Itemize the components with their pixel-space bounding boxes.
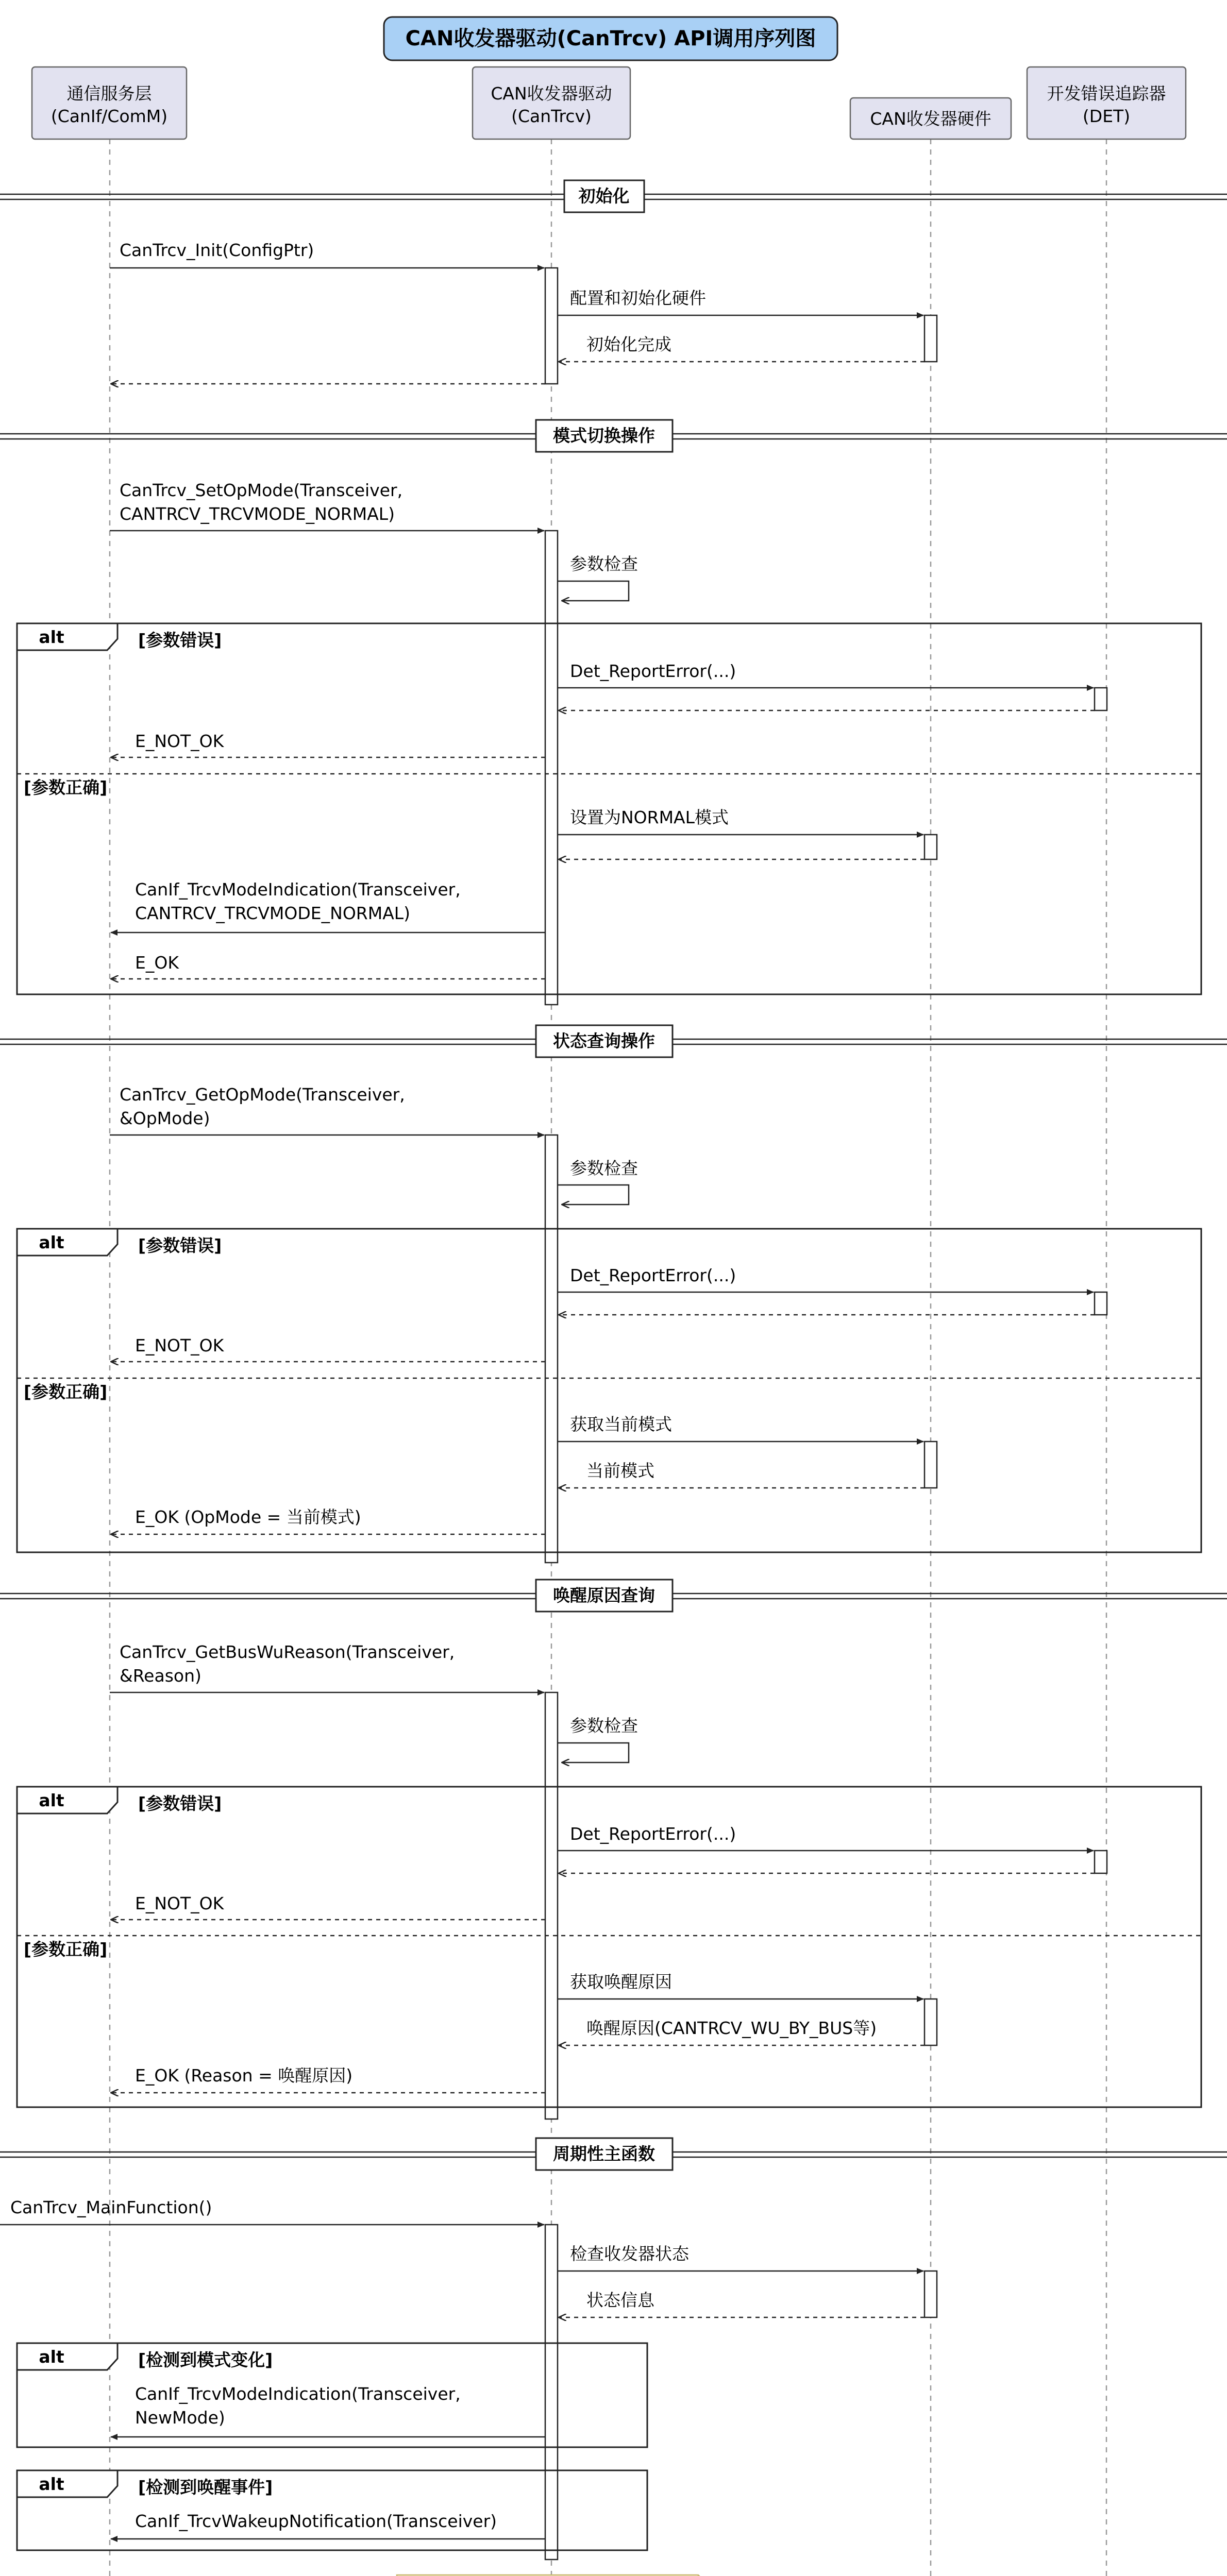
activation-hw-setop — [925, 835, 937, 859]
msg-getwu-call — [110, 1642, 544, 1692]
msg-init-call — [110, 240, 544, 268]
msg-enotok-2 — [111, 1335, 545, 1362]
svg-text:Det_ReportError(...): Det_ReportError(...) — [570, 1265, 736, 1285]
svg-text:CanIf_TrcvModeIndication(Trans: CanIf_TrcvModeIndication(Transceiver, — [135, 879, 461, 900]
svg-text:CanIf_TrcvModeIndication(Trans: CanIf_TrcvModeIndication(Transceiver, — [135, 2384, 461, 2404]
activation-hw-init — [925, 315, 937, 362]
msg-mode-indication-2 — [111, 2384, 545, 2437]
activation-hw-main — [925, 2271, 937, 2317]
svg-text:当前模式: 当前模式 — [586, 1461, 654, 1481]
section-mode — [0, 420, 1227, 452]
svg-text:配置和初始化硬件: 配置和初始化硬件 — [570, 288, 706, 308]
participant-comm-top — [32, 67, 187, 139]
svg-text:E_NOT_OK: E_NOT_OK — [135, 1893, 224, 1913]
svg-text:E_NOT_OK: E_NOT_OK — [135, 731, 224, 751]
svg-text:E_NOT_OK: E_NOT_OK — [135, 1335, 224, 1355]
svg-text:CanTrcv_GetOpMode(Transceiver,: CanTrcv_GetOpMode(Transceiver, — [120, 1084, 405, 1105]
msg-setop-call — [110, 480, 544, 531]
msg-main-call — [0, 2197, 544, 2225]
svg-text:[参数错误]: [参数错误] — [138, 1793, 222, 1814]
activation-det-3 — [1095, 1851, 1107, 1873]
svg-text:获取当前模式: 获取当前模式 — [570, 1414, 672, 1434]
msg-enotok-1 — [111, 731, 545, 757]
svg-text:alt: alt — [39, 2474, 64, 2494]
msg-get-mode — [558, 1414, 923, 1442]
msg-getop-call — [110, 1084, 544, 1135]
msg-det-2 — [558, 1265, 1095, 1315]
participant-det-top — [1027, 67, 1186, 139]
diagram-title — [384, 17, 837, 60]
msg-det-1 — [558, 661, 1095, 710]
activation-getop — [545, 1135, 558, 1563]
svg-text:CANTRCV_TRCVMODE_NORMAL): CANTRCV_TRCVMODE_NORMAL) — [135, 903, 411, 923]
svg-text:(CanIf/ComM): (CanIf/ComM) — [51, 106, 168, 126]
svg-text:初始化: 初始化 — [578, 186, 630, 206]
msg-det-3 — [558, 1824, 1095, 1873]
svg-text:alt: alt — [39, 627, 64, 647]
svg-text:检查收发器状态: 检查收发器状态 — [570, 2244, 689, 2264]
section-init — [0, 180, 1227, 212]
section-status — [0, 1025, 1227, 1057]
msg-init-done — [559, 334, 925, 362]
svg-text:获取唤醒原因: 获取唤醒原因 — [570, 1972, 672, 1992]
activation-det-2 — [1095, 1292, 1107, 1315]
svg-text:CanTrcv_SetOpMode(Transceiver,: CanTrcv_SetOpMode(Transceiver, — [120, 480, 403, 500]
svg-text:周期性主函数: 周期性主函数 — [553, 2144, 655, 2164]
svg-text:E_OK (OpMode = 当前模式): E_OK (OpMode = 当前模式) — [135, 1507, 361, 1527]
activation-hw-getop — [925, 1442, 937, 1488]
activation-main — [545, 2225, 558, 2560]
svg-text:[检测到模式变化]: [检测到模式变化] — [138, 2350, 273, 2370]
msg-param-check-2 — [558, 1158, 638, 1205]
msg-check-status — [558, 2244, 923, 2271]
activation-init — [545, 268, 558, 384]
svg-text:E_OK: E_OK — [135, 953, 179, 973]
svg-text:[参数错误]: [参数错误] — [138, 1235, 222, 1256]
activation-getwu — [545, 1692, 558, 2119]
svg-text:[参数正确]: [参数正确] — [24, 1382, 108, 1402]
svg-text:CANTRCV_TRCVMODE_NORMAL): CANTRCV_TRCVMODE_NORMAL) — [120, 504, 395, 524]
svg-text:[参数正确]: [参数正确] — [24, 777, 108, 798]
svg-text:&OpMode): &OpMode) — [120, 1108, 210, 1128]
svg-text:状态查询操作: 状态查询操作 — [553, 1031, 655, 1051]
svg-text:E_OK (Reason = 唤醒原因): E_OK (Reason = 唤醒原因) — [135, 2065, 353, 2086]
svg-text:&Reason): &Reason) — [120, 1666, 201, 1686]
section-wakeup — [0, 1580, 1227, 1612]
msg-cur-mode — [559, 1461, 925, 1488]
svg-text:CanTrcv_MainFunction(): CanTrcv_MainFunction() — [10, 2197, 212, 2217]
svg-text:设置为NORMAL模式: 设置为NORMAL模式 — [570, 807, 729, 827]
msg-get-wu — [558, 1972, 923, 1999]
svg-text:CAN收发器驱动(CanTrcv) API调用序列图: CAN收发器驱动(CanTrcv) API调用序列图 — [405, 27, 816, 50]
msg-init-hw — [558, 288, 923, 315]
activation-hw-getwu — [925, 1999, 937, 2045]
svg-text:CanTrcv_GetBusWuReason(Transce: CanTrcv_GetBusWuReason(Transceiver, — [120, 1642, 455, 1662]
msg-set-normal — [558, 807, 925, 859]
svg-text:CanTrcv_Init(ConfigPtr): CanTrcv_Init(ConfigPtr) — [120, 240, 314, 260]
msg-mode-indication-1 — [111, 879, 545, 933]
svg-text:Det_ReportError(...): Det_ReportError(...) — [570, 1824, 736, 1844]
svg-text:[参数正确]: [参数正确] — [24, 1939, 108, 1959]
svg-text:alt: alt — [39, 1232, 64, 1252]
svg-text:Det_ReportError(...): Det_ReportError(...) — [570, 661, 736, 681]
svg-text:NewMode): NewMode) — [135, 2408, 225, 2428]
participant-hw-top — [850, 98, 1011, 139]
msg-enotok-3 — [111, 1893, 545, 1920]
msg-status-info — [559, 2290, 925, 2317]
msg-eok-1 — [111, 953, 545, 979]
svg-text:(CanTrcv): (CanTrcv) — [511, 106, 592, 126]
svg-text:开发错误追踪器: 开发错误追踪器 — [1047, 83, 1166, 104]
svg-text:[参数错误]: [参数错误] — [138, 630, 222, 650]
svg-text:初始化完成: 初始化完成 — [586, 334, 671, 354]
svg-text:参数检查: 参数检查 — [570, 1716, 638, 1736]
svg-text:通信服务层: 通信服务层 — [66, 83, 152, 104]
svg-text:唤醒原因(CANTRCV_WU_BY_BUS等): 唤醒原因(CANTRCV_WU_BY_BUS等) — [586, 2018, 877, 2038]
section-periodic — [0, 2138, 1227, 2170]
svg-text:参数检查: 参数检查 — [570, 1158, 638, 1178]
activation-det-1 — [1095, 688, 1107, 710]
msg-param-check-3 — [558, 1716, 638, 1762]
svg-text:状态信息: 状态信息 — [586, 2290, 654, 2310]
svg-text:[检测到唤醒事件]: [检测到唤醒事件] — [138, 2477, 273, 2497]
svg-text:模式切换操作: 模式切换操作 — [553, 426, 655, 446]
msg-eok-2 — [111, 1507, 545, 1534]
svg-text:参数检查: 参数检查 — [570, 554, 638, 574]
svg-text:CAN收发器驱动: CAN收发器驱动 — [491, 83, 612, 104]
svg-text:CAN收发器硬件: CAN收发器硬件 — [870, 109, 991, 129]
participant-trcv-top — [473, 67, 630, 139]
svg-text:CanIf_TrcvWakeupNotification(T: CanIf_TrcvWakeupNotification(Transceiver) — [135, 2511, 497, 2531]
svg-text:alt: alt — [39, 1790, 64, 1810]
svg-text:(DET): (DET) — [1082, 106, 1131, 126]
svg-text:唤醒原因查询: 唤醒原因查询 — [553, 1585, 655, 1605]
msg-eok-3 — [111, 2065, 545, 2093]
msg-wakeup-notification — [111, 2511, 545, 2539]
activation-setop — [545, 531, 558, 1005]
svg-text:alt: alt — [39, 2347, 64, 2367]
msg-param-check-1 — [558, 554, 638, 601]
msg-wu-reason — [559, 2018, 925, 2045]
